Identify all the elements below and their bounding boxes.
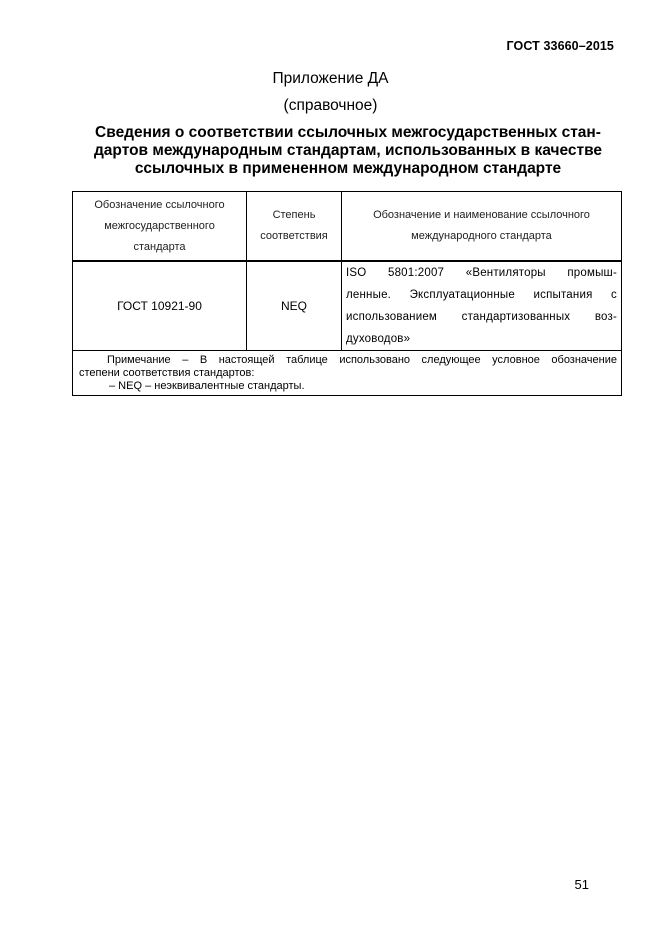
desc-line: ISO 5801:2007 «Вентиляторы промыш- (346, 267, 617, 279)
header-degree (247, 192, 342, 262)
header-text: стандарта (133, 240, 186, 253)
header-text: Обозначение ссылочного (94, 198, 225, 211)
heading-line: Сведения о соответствии ссылочных межгосударственных стан- (95, 124, 601, 141)
cell-international (342, 261, 622, 351)
header-text: международного стандарта (411, 230, 552, 242)
header-text: межгосударственного (104, 219, 215, 232)
header-designation (73, 192, 247, 262)
desc-line: использованием стандартизованных воз- (346, 311, 617, 323)
correspondence-table (72, 191, 622, 396)
table-note-row (73, 351, 622, 396)
table-header-row (73, 192, 622, 262)
header-international (342, 192, 622, 262)
appendix-heading (78, 124, 618, 178)
table-row (73, 261, 622, 351)
standard-code: ГОСТ 33660–2015 (506, 39, 614, 53)
heading-line: ссылочных в примененном международном стандарте (134, 160, 562, 177)
note-line: степени соответствия стандартов: (79, 367, 255, 379)
header-text: Степень (272, 209, 316, 221)
heading-line: дартов международным стандартам, использованных в качестве (93, 142, 603, 159)
note-line: Примечание – В настоящей таблице использовано следующее условное обозначение (107, 354, 617, 366)
table-note (73, 351, 622, 396)
header-text: Обозначение и наименование ссылочного (373, 209, 590, 221)
cell-designation: ГОСТ 10921-90 (73, 261, 247, 351)
appendix-title: Приложение ДА (272, 70, 389, 87)
desc-line: ленные. Эксплуатационные испытания с (346, 289, 617, 301)
note-line: – NEQ – неэквивалентные стандарты. (109, 380, 305, 392)
page-number: 51 (574, 877, 589, 892)
header-text: соответствия (260, 230, 328, 242)
desc-line: духоводов» (346, 333, 411, 345)
appendix-subtitle: (справочное) (283, 97, 378, 114)
cell-degree: NEQ (247, 261, 342, 351)
